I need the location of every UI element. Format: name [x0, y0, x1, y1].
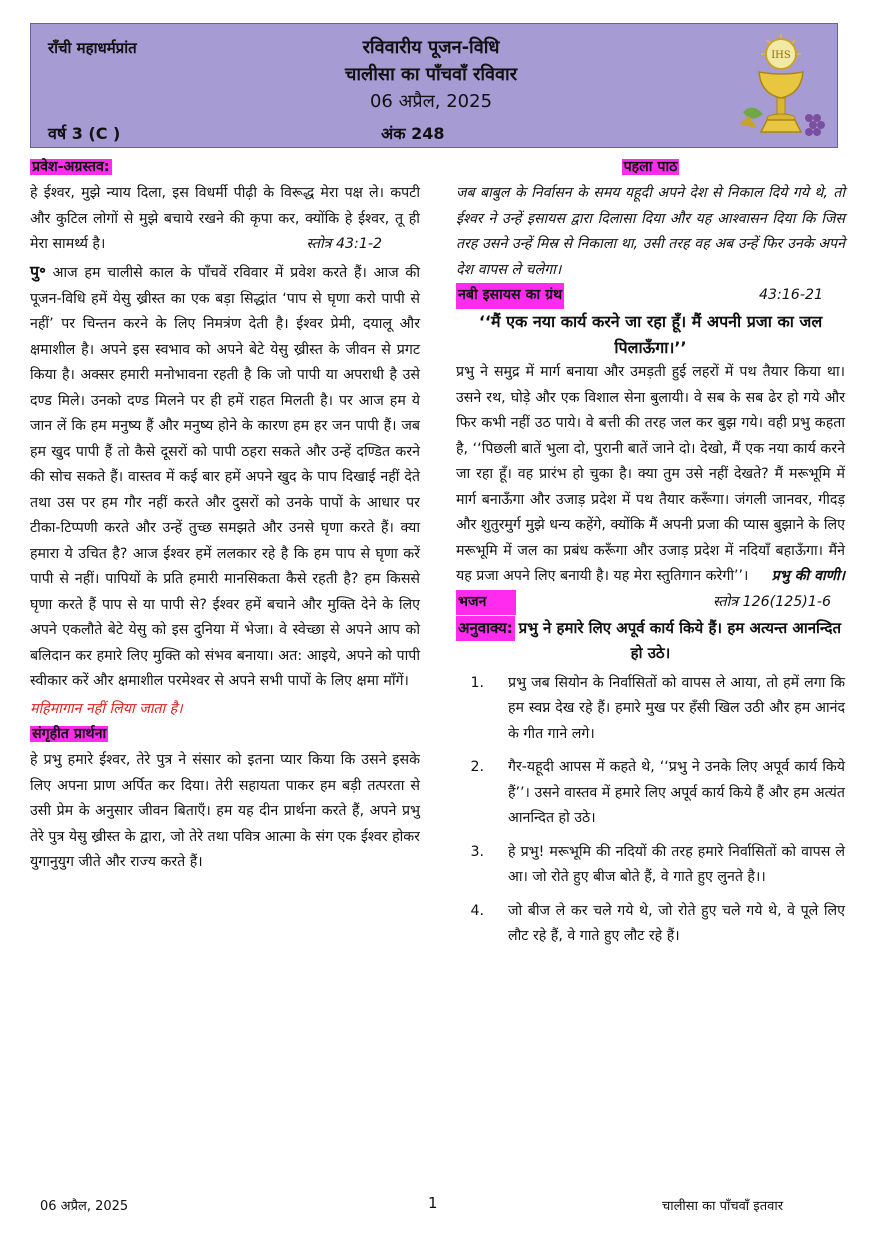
reading-headline: ‘‘मैं एक नया कार्य करने जा रहा हूँ। मैं अपनी प्रजा का जल पिलाऊँगा।’’: [478, 312, 823, 357]
footer-title: चालीसा का पाँचवाँ इतवार: [662, 1199, 784, 1214]
entrance-antiphon-label: प्रवेश-अग्रस्तव:: [32, 159, 110, 175]
entrance-antiphon-heading: [30, 155, 420, 181]
priest-mark: पु॰: [30, 262, 46, 281]
book-heading: [456, 283, 845, 309]
first-reading-label: पहला पाठ: [623, 159, 678, 175]
book-ref: 43:16-21: [758, 287, 823, 304]
gloria-note: महिमागान नहीं लिया जाता है।: [30, 700, 183, 717]
chalice-host-icon: [729, 32, 833, 142]
masthead: [30, 23, 838, 148]
psalm-ref: स्तोत्र 126(125)1-6: [712, 593, 831, 610]
reading-introduction: जब बाबुल के निर्वासन के समय यहूदी अपने देश से निकाल दिये गये थे, तो ईश्वर ने उन्हें इसायस द्वारा दिलासा दिया और यह आश्वासन दिया कि जिस तरह उसने उन्हें मिस्र से निकाला था, उसी तरह वह अब उन्हें फिर उनके अपने देश वापस ले चलेगा।: [456, 185, 845, 278]
left-column: [30, 155, 420, 876]
psalm-verses: [456, 671, 845, 950]
entrance-antiphon-text: हे ईश्वर, मुझे न्याय दिला, इस विधर्मी पीढ़ी के विरूद्ध मेरा पक्ष ले। कपटी और कुटिल लोगों से मुझे बचाये रखने की कृपा कर, क्योंकि हे ईश्वर, तू ही मेरा सामर्थ्य है।: [30, 185, 420, 252]
logo-ihs-text: IHS: [771, 50, 791, 61]
psalm-heading: [456, 590, 845, 616]
psalm-response: [456, 616, 845, 667]
introduction-text: आज हम चालीसे काल के पाँचवें रविवार में प्रवेश करते हैं। आज की पूजन-विधि हमें येसु ख्रीस्त का एक बड़ा सिद्धांत ‘पाप से घृणा करो पापी से नहीं’ पर चिन्तन करने के लिए निमत्रंण देती है। ईश्वर प्रेमी, दयालू और क्षमाशील है। अपने इस स्वभाव को अपने बेटे येसु ख्रीस्त के जीवन से प्रगट किया है। अक्सर हमारी मनोभावना रहती है कि जो पापी या अपराधी है उसे दण्ड मिले। उनको दण्ड मिलने पर ही हमें राहत मिलती है। पर आज हम ये जान लें कि हम मनुष्य हैं और मनुष्य होने के कारण हम हर जन पापी हैं। जब हम खुद पापी हैं तो कैसे दूसरों को पापी ठहरा सकते और उन्हें दण्डित करने की सोच सकते हैं। वास्तव में कई बार हमें अपने खुद के पाप दिखाई नहीं देते तथा उस पर हम गौर नहीं करते और दुसरों को उनके पापों के आधार पर टीका-टिप्पणी करते और उन्हें तुच्छ समझते और उनसे घृणा करते हैं। क्या हमारा ये उचित है? आज ईश्वर हमें ललकार रहे है कि हम पाप से घृणा करें पापी से नहीं। पापियों के प्रति हमारी मानसिकता कैसे रहती है? हम किससे घृणा करते हैं पाप से या पापी से? ईश्वर हमें बचाने और मुक्ति देने के लिए अपने एकलौते बेटे येसु को इस दुनिया में भेजा। वे स्वेच्छा से अपने आप को बलिदान कर हमारे लिए मुक्ति को संभव बनाया। अत: आइये, अपने को पापी स्वीकार करें और क्षमाशील परमेश्वर से अपने सभी पापों के लिए क्षमा माँगें।: [30, 265, 420, 689]
response-text: प्रभु ने हमारे लिए अपूर्व कार्य किये हैं। हम अत्यन्त आनन्दित हो उठे।: [518, 618, 842, 662]
psalm-verse: 2. गैर-यहूदी आपस में कहते थे, ‘‘प्रभु ने उनके लिए अपूर्व कार्य किये हैं’’। उसने वास्तव में हमारे लिए अपूर्व कार्य किये हैं और हम अत्यंत आनन्दित हो उठे।: [470, 759, 845, 826]
introduction: [30, 259, 420, 695]
psalm-label: भजन: [456, 590, 516, 616]
footer-date: 06 अप्रैल, 2025: [40, 1199, 129, 1214]
book-label: नबी इसायस का ग्रंथ: [456, 283, 564, 309]
page-number: 1: [428, 1194, 438, 1212]
masthead-date: 06 अप्रैल, 2025: [369, 91, 493, 112]
collect-heading: [30, 722, 420, 748]
psalm-verse: 1. प्रभु जब सियोन के निर्वासितों को वापस ले आया, तो हमें लगा कि हम स्वप्न देख रहे हैं। हमारे मुख पर हँसी खिल उठी और हम आनंद के गीत गाने लगे।: [470, 674, 845, 742]
response-label: अनुवाक्य:: [456, 616, 515, 642]
right-column: [456, 155, 845, 950]
reading-text: प्रभु ने समुद्र में मार्ग बनाया और उमड़ती हुई लहरों में पथ तैयार किया था। उसने रथ, घोड़े और एक विशाल सेना बुलायी। वे सब के सब ढेर हो गये और फिर कभी नहीं उठ पाये। वे बत्ती की तरह जल कर बुझ गये। वही प्रभु कहता है, ‘‘पिछली बातें भुला दो, पुरानी बातें जाने दो। देखो, मैं एक नया कार्य करने जा रहा हूँ। वह प्रारंभ हो चुका है। क्या तुम उसे नहीं देखते? मैं मरूभूमि में मार्ग बनाऊँगा और उजाड़ प्रदेश में पथ तैयार करूँगा। जंगली जानवर, गीदड़ और शुतुरमुर्ग मुझे धन्य कहेंगे, क्योंकि मैं अपनी प्रजा की प्यास बुझाने के लिए मरूभूमि में जल का प्रबंध करूँगा और उजाड़ प्रदेश में नदियाँ बहाऊँगा। मैंने यह प्रजा अपने लिए बनायी है। यह मेरा स्तुतिगान करेगी’’। प्रभु की वाणी।: [456, 360, 845, 590]
psalm-verse: 3. हे प्रभु! मरूभूमि की नदियों की तरह हमारे निर्वासितों को वापस ले आ। जो रोते हुए बीज बोते हैं, वे गाते हुए लुनते है।।: [470, 843, 845, 885]
masthead-titles: [281, 34, 581, 115]
collect-text: हे प्रभु हमारे ईश्वर, तेरे पुत्र ने संसार को इतना प्यार किया कि उसने इसके लिए अपना प्राण अर्पित कर दिया। तेरी सहायता पाकर हम बड़ी तत्परता से उसी प्रेम के अनुसार जीवन बिताएँ। हम यह दीन प्रार्थना करते हैं, अपने प्रभु तेरे पुत्र येसु ख्रीस्त के द्वारा, जो तेरे तथा पवित्र आत्मा के संग एक ईश्वर होकर युगानुयुग जीते और राज्य करते हैं।: [30, 752, 420, 870]
masthead-subtitle: चालीसा का पाँचवाँ रविवार: [344, 64, 518, 85]
entrance-antiphon-ref: स्तोत्र 43:1-2: [306, 235, 382, 252]
issue-label: अंक 248: [381, 124, 445, 143]
psalm-verse: 4. जो बीज ले कर चले गये थे, जो रोते हुए चले गये थे, वे पूले लिए लौट रहे हैं, वे गाते हुए लौट रहे हैं।: [470, 902, 845, 944]
first-reading-heading: [456, 155, 845, 181]
diocese-name: राँची महाधर्मप्रांत: [48, 39, 137, 57]
collect-label: संगृहीत प्रार्थना: [32, 726, 107, 742]
word-of-the-lord: प्रभु की वाणी।: [771, 568, 845, 584]
masthead-title: रविवारीय पूजन-विधि: [362, 37, 500, 58]
year-label: वर्ष 3 (C ): [48, 124, 121, 143]
